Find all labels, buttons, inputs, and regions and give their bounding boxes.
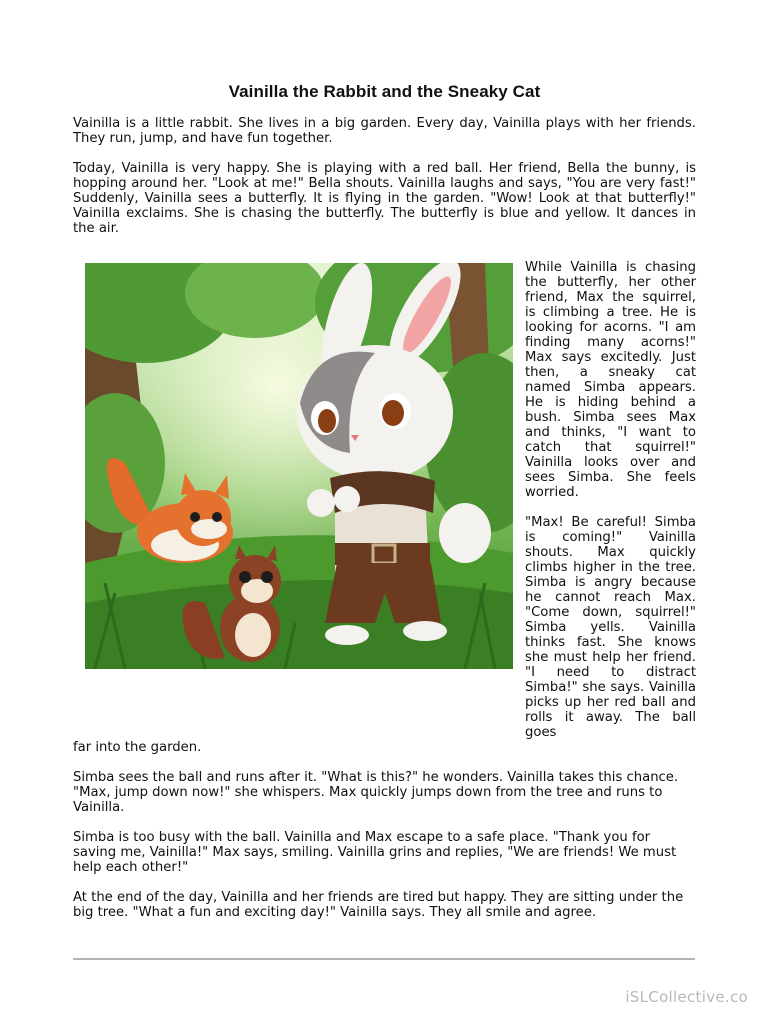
- story-title: Vainilla the Rabbit and the Sneaky Cat: [228, 82, 541, 101]
- side-paragraph-2: "Max! Be careful! Simba is coming!" Vainilla shouts. Max quickly climbs higher in the tree. Simba is angry because he cannot reach Max. "Come down, squirrel!" Simba yells. Vainilla thinks fast. She knows she must help her friend. "I need to distract Simba!" she says. Vainilla picks up her red ball and rolls it away. The ball goes: [525, 515, 696, 740]
- side-column: [525, 260, 696, 740]
- paragraph-5: Simba is too busy with the ball. Vainilla and Max escape to a safe place. "Thank you for saving me, Vainilla!" Max says, smiling. Vainilla grins and replies, "We are friends! We must help each other!": [73, 830, 677, 875]
- bottom-divider: [73, 958, 695, 960]
- side-paragraph-1: While Vainilla is chasing the butterfly, her other friend, Max the squirrel, is climbing a tree. He is looking for acorns. "I am finding many acorns!" Max says excitedly. Just then, a sneaky cat named Simba appears. He is hiding behind a bush. Simba sees Max and thinks, "I want to catch that squirrel!" Vainilla looks over and sees Simba. She feels worried.: [525, 260, 696, 500]
- paragraph-3: far into the garden.: [73, 740, 202, 755]
- worksheet-page: [73, 82, 696, 935]
- illustrated-section: [73, 260, 696, 740]
- story-illustration: [85, 263, 513, 669]
- paragraph-6: At the end of the day, Vainilla and her friends are tired but happy. They are sitting under the big tree. "What a fun and exciting day!" Vainilla says. They all smile and agree.: [73, 890, 684, 920]
- paragraph-4: Simba sees the ball and runs after it. "What is this?" he wonders. Vainilla takes this chance. "Max, jump down now!" she whispers. Max quickly jumps down from the tree and runs to Vainilla.: [73, 770, 679, 815]
- paragraph-2: Today, Vainilla is very happy. She is playing with a red ball. Her friend, Bella the bunny, is hopping around her. "Look at me!" Bella shouts. Vainilla laughs and says, "You are very fast!" Suddenly, Vainilla sees a butterfly. It is flying in the garden. "Wow! Look at that butterfly!" Vainilla exclaims. She is chasing the butterfly. The butterfly is blue and yellow. It dances in the air.: [73, 161, 696, 236]
- footer-watermark: iSLCollective.co: [625, 988, 748, 1006]
- paragraph-1: Vainilla is a little rabbit. She lives in a big garden. Every day, Vainilla plays with her friends. They run, jump, and have fun together.: [73, 116, 696, 146]
- forest-scene-image: [85, 263, 513, 669]
